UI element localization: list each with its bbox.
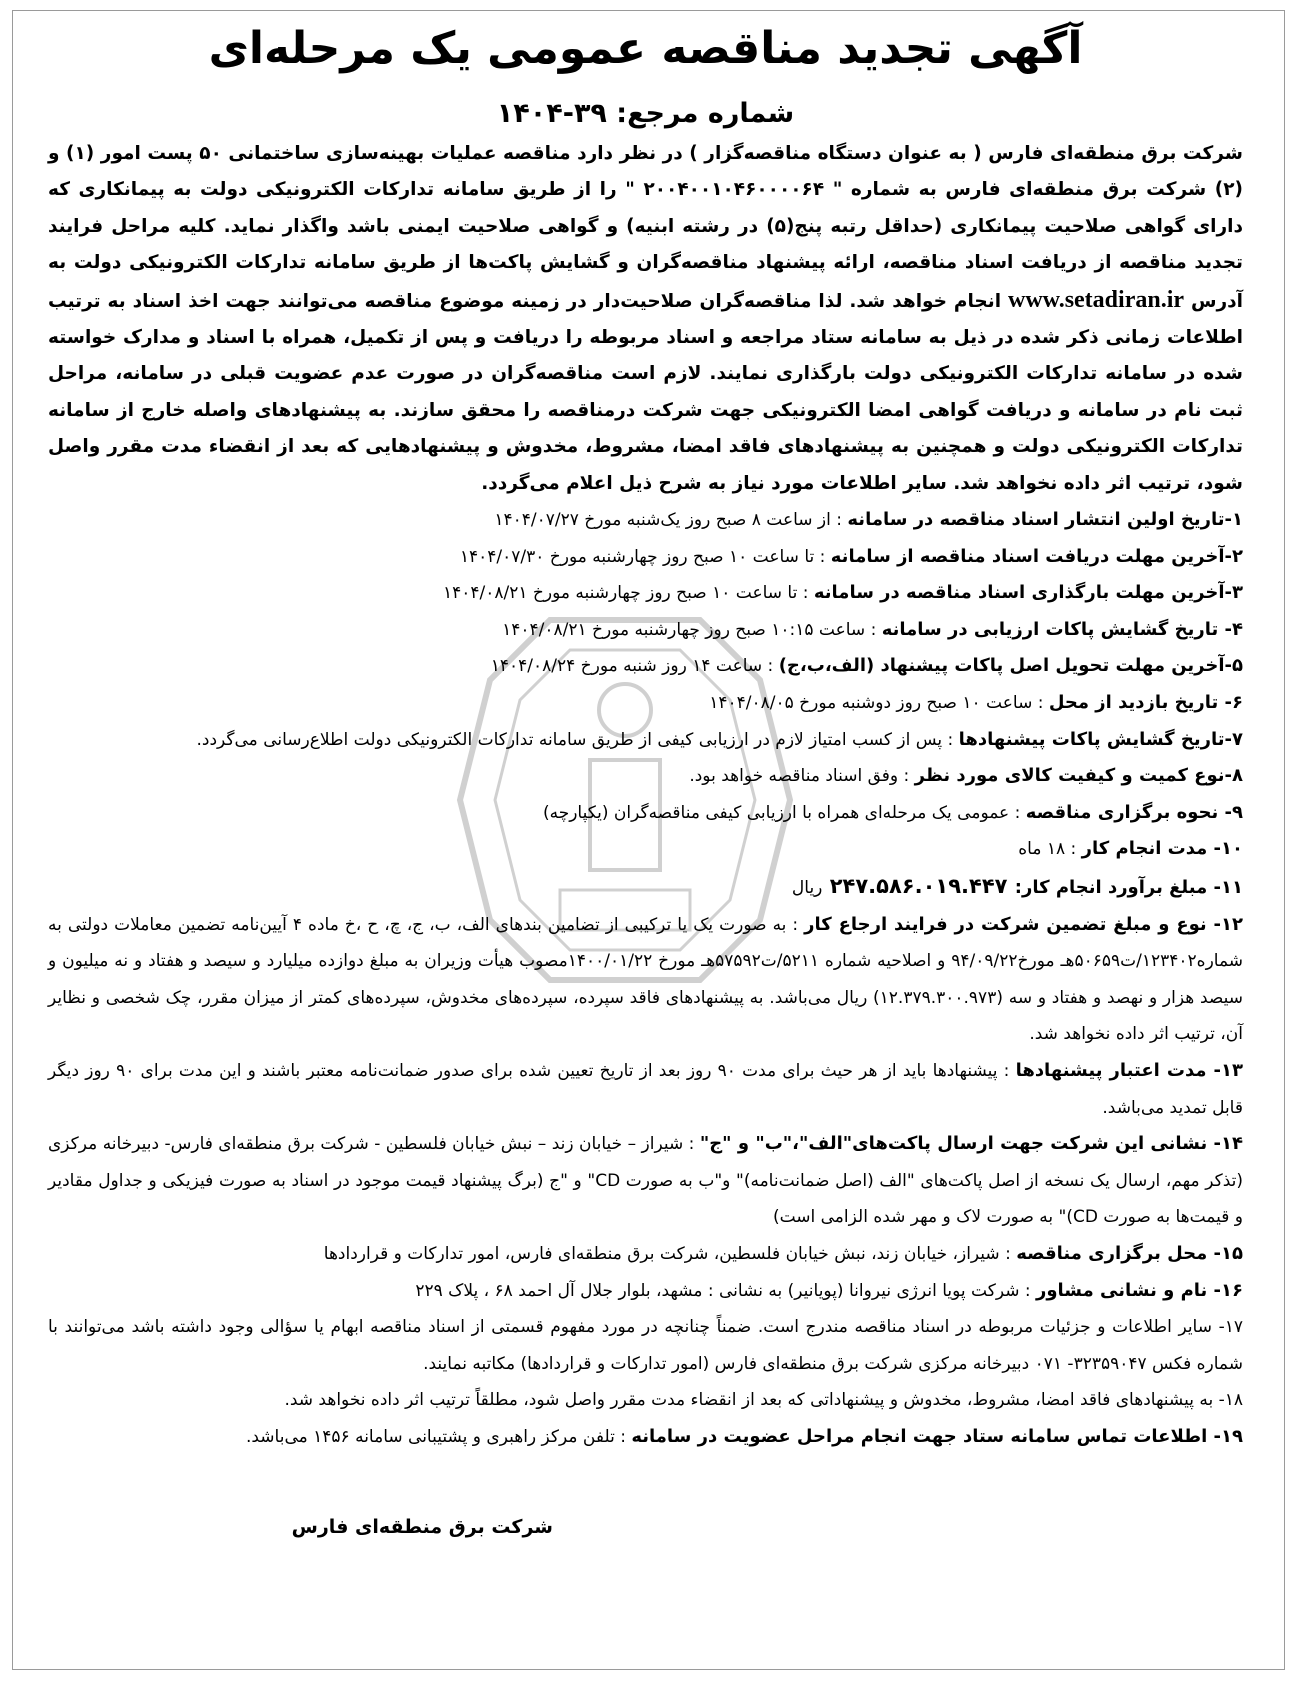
item-label: ۱۶- نام و نشانی مشاور xyxy=(1036,1279,1243,1301)
item-text: : ساعت ۱۴ روز شنبه مورخ ۱۴۰۴/۰۸/۲۴ xyxy=(490,656,779,677)
list-item xyxy=(48,648,1243,685)
item-text: : تا ساعت ۱۰ صبح روز چهارشنبه مورخ ۱۴۰۴/۰۷/۳۰ xyxy=(459,546,831,567)
list-item xyxy=(48,1126,1243,1236)
item-text: ریال xyxy=(791,878,823,898)
list-item xyxy=(48,831,1243,868)
list-item xyxy=(48,1273,1243,1310)
item-label: ۱-تاریخ اولین انتشار اسناد مناقصه در سامانه xyxy=(847,509,1243,531)
list-item xyxy=(48,575,1243,612)
list-item xyxy=(48,1236,1243,1273)
item-text: : ساعت ۱۰:۱۵ صبح روز چهارشنبه مورخ ۱۴۰۴/۰۸/۲۱ xyxy=(502,619,882,640)
item-label: ۸-نوع کمیت و کیفیت کالای مورد نظر xyxy=(914,765,1243,787)
item-label: ۷-تاریخ گشایش پاکات پیشنهادها xyxy=(958,728,1243,750)
list-item xyxy=(48,539,1243,576)
tender-notice xyxy=(48,20,1243,1538)
item-text: : پیشنهادها باید از هر حیث برای مدت ۹۰ روز بعد از تاریخ تعیین شده برای صدور ضمانت‌نامه معتبر باشند و این مدت برای ۹۰ روز دیگر قابل تمدید می‌باشد. xyxy=(48,1060,1243,1118)
item-text: : وفق اسناد مناقصه خواهد بود. xyxy=(689,766,915,787)
list-item xyxy=(48,685,1243,722)
intro-text-part1: شرکت برق منطقه‌ای فارس ( به عنوان دستگاه مناقصه‌گزار ) در نظر دارد مناقصه عملیات بهینه‌سازی ساختمانی ۵۰ پست امور (۱) و (۲) شرکت برق منطقه‌ای فارس به شماره " ۲۰۰۴۰۰۱۰۴۶۰۰۰۰۶۴ " را از طریق سامانه تدارکات الکترونیکی دولت به پیمانکاری که دارای گواهی صلاحیت پیمانکاری (حداقل رتبه پنج(۵) در رشته ابنیه) و گواهی صلاحیت ایمنی باشد واگذار نماید. کلیه مراحل فرایند تجدید مناقصه از دریافت اسناد مناقصه، ارائه پیشنهاد مناقصه‌گران و گشایش پاکت‌ها از طریق سامانه تدارکات الکترونیکی دولت به آدرس xyxy=(48,143,1244,312)
estimated-amount: ۲۴۷.۵۸۶.۰۱۹.۴۴۷ xyxy=(822,874,1015,898)
item-label: ۲-آخرین مهلت دریافت اسناد مناقصه از سامانه xyxy=(830,545,1243,567)
list-item xyxy=(48,907,1243,1053)
list-item xyxy=(48,612,1243,649)
list-item xyxy=(48,758,1243,795)
item-label: ۹- نحوه برگزاری مناقصه xyxy=(1025,801,1243,823)
list-item xyxy=(48,502,1243,539)
item-label: ۱۳- مدت اعتبار پیشنهادها xyxy=(1015,1059,1243,1081)
item-label: ۳-آخرین مهلت بارگذاری اسناد مناقصه در سامانه xyxy=(813,582,1243,604)
signature-company: شرکت برق منطقه‌ای فارس xyxy=(291,1515,553,1538)
intro-text-part2: انجام خواهد شد. لذا مناقصه‌گران صلاحیت‌دار در زمینه موضوع مناقصه می‌توانند جهت اخذ اسناد به ترتیب اطلاعات زمانی ذکر شده در ذیل به سامانه ستاد مراجعه و اسناد مربوطه را دریافت و پس از تکمیل، همراه با اسناد و مدارک خواسته شده در سامانه تدارکات الکترونیکی دولت بارگذاری نمایند. لازم است مناقصه‌گران در صورت عدم عضویت قبلی در سامانه، مراحل ثبت نام در سامانه و دریافت گواهی امضا الکترونیکی جهت شرکت درمناقصه را محقق سازند. به پیشنهادهای واصله خارج از سامانه تدارکات الکترونیکی دولت و همچنین به پیشنهادهای فاقد امضا، مشروط، مخدوش و پیشنهادهایی که بعد از انقضاء مدت مقرر واصل شود، ترتیب اثر داده نخواهد شد. سایر اطلاعات مورد نیاز به شرح ذیل اعلام می‌گردد. xyxy=(48,290,1243,494)
notice-title: آگهی تجدید مناقصه عمومی یک مرحله‌ای xyxy=(208,23,1083,74)
list-item xyxy=(48,1053,1243,1126)
item-text: : عمومی یک مرحله‌ای همراه با ارزیابی کیفی مناقصه‌گران (یکپارچه) xyxy=(542,802,1026,823)
list-item xyxy=(48,1309,1243,1382)
item-label: ۱۵- محل برگزاری مناقصه xyxy=(1016,1242,1243,1264)
item-text: : شرکت پویا انرژی نیروانا (پویانیر) به نشانی : مشهد، بلوار جلال آل احمد ۶۸ ، پلاک ۲۲۹ xyxy=(415,1280,1036,1301)
item-text: : تا ساعت ۱۰ صبح روز چهارشنبه مورخ ۱۴۰۴/۰۸/۲۱ xyxy=(442,583,814,604)
item-text: : از ساعت ۸ صبح روز یک‌شنبه مورخ ۱۴۰۴/۰۷/۲۷ xyxy=(494,510,848,531)
item-label: ۱۹- اطلاعات تماس سامانه ستاد جهت انجام مراحل عضویت در سامانه xyxy=(631,1425,1243,1447)
list-item xyxy=(48,868,1243,907)
item-text: : پس از کسب امتیاز لازم در ارزیابی کیفی از طریق سامانه تدارکات الکترونیکی دولت اطلاع‌رسانی می‌گردد. xyxy=(196,729,959,750)
item-text: : شیراز، خیابان زند، نبش خیابان فلسطین، شرکت برق منطقه‌ای فارس، امور تدارکات و قراردادها xyxy=(323,1243,1017,1264)
item-text: : تلفن مرکز راهبری و پشتیبانی سامانه ۱۴۵۶ می‌باشد. xyxy=(245,1426,632,1447)
item-label: ۱۰- مدت انجام کار xyxy=(1081,838,1243,860)
item-text: ۱۷- سایر اطلاعات و جزئیات مربوطه در اسناد مناقصه مندرج است. ضمناً چنانچه در مورد مفهوم قسمتی از اسناد مناقصه ابهام یا سؤالی وجود داشته باشد می‌توانند با شماره فکس ۳۲۳۵۹۰۴۷- ۰۷۱ دبیرخانه مرکزی شرکت برق منطقه‌ای فارس (امور تدارکات و قراردادها) مکاتبه نمایند. xyxy=(48,1317,1243,1374)
item-text: : به صورت یک یا ترکیبی از تضامین بندهای الف، ب، ج، چ، ح ،خ ماده ۴ آیین‌نامه تضمین معاملات دولتی به شماره۱۲۳۴۰۲/ت۵۰۶۵۹هـ مورخ۹۴/۰۹/۲۲ و اصلاحیه شماره ۵۲۱۱/ت۵۷۵۹۲هـ مورخ ۱۴۰۰/۰۱/۲۲مصوب هیأت وزیران به مبلغ دوازده میلیارد و سیصد و هفتاد و نه میلیون و سیصد هزار و نهصد و هفتاد و سه (۱۲.۳۷۹.۳۰۰.۹۷۳) ریال می‌باشد. به پیشنهادهای فاقد سپرده، سپرده‌های مخدوش، سپرده‌های کمتر از میزان مقرر، چک شخصی و نظایر آن، ترتیب اثر داده نخواهد شد. xyxy=(48,914,1244,1045)
item-label: ۶- تاریخ بازدید از محل xyxy=(1048,692,1243,714)
item-label: ۱۲- نوع و مبلغ تضمین شرکت در فرایند ارجاع کار xyxy=(804,913,1243,935)
website-link[interactable]: www.setadiran.ir xyxy=(1008,286,1185,313)
list-item xyxy=(48,722,1243,759)
item-label: ۱۴- نشانی این شرکت جهت ارسال پاکت‌های"الف"،"ب" و "ج" xyxy=(699,1133,1243,1155)
item-label: ۴- تاریخ گشایش پاکات ارزیابی در سامانه xyxy=(881,618,1243,640)
item-text: ۱۸- به پیشنهادهای فاقد امضا، مشروط، مخدوش و پیشنهاداتی که بعد از انقضاء مدت مقرر واصل شود، مطلقاً ترتیب اثر داده نخواهد شد. xyxy=(284,1390,1243,1411)
item-label: ۵-آخرین مهلت تحویل اصل پاکات پیشنهاد (الف،ب،ج) xyxy=(778,655,1243,677)
item-text: : ۱۸ ماه xyxy=(1018,839,1082,860)
item-text: : ساعت ۱۰ صبح روز دوشنبه مورخ ۱۴۰۴/۰۸/۰۵ xyxy=(709,693,1049,714)
intro-paragraph xyxy=(48,136,1243,502)
conditions-list xyxy=(48,502,1243,1455)
reference-number: شماره مرجع: ۳۹-۱۴۰۴ xyxy=(496,98,795,129)
item-label: ۱۱- مبلغ برآورد انجام کار: xyxy=(1014,877,1243,898)
list-item xyxy=(48,1419,1243,1456)
item-text: : شیراز – خیابان زند – نبش خیابان فلسطین - شرکت برق منطقه‌ای فارس- دبیرخانه مرکزی (تذکر مهم، ارسال یک نسخه از اصل پاکت‌های "الف (اصل ضمانت‌نامه)" و"ب به صورت CD" و "ج (برگ پیشنهاد قیمت موجود در اسناد به صورت فیزیکی و جداول مقادیر و قیمت‌ها به صورت CD)" به صورت لاک و مهر شده الزامی است) xyxy=(48,1134,1243,1228)
list-item xyxy=(48,795,1243,832)
list-item xyxy=(48,1382,1243,1419)
